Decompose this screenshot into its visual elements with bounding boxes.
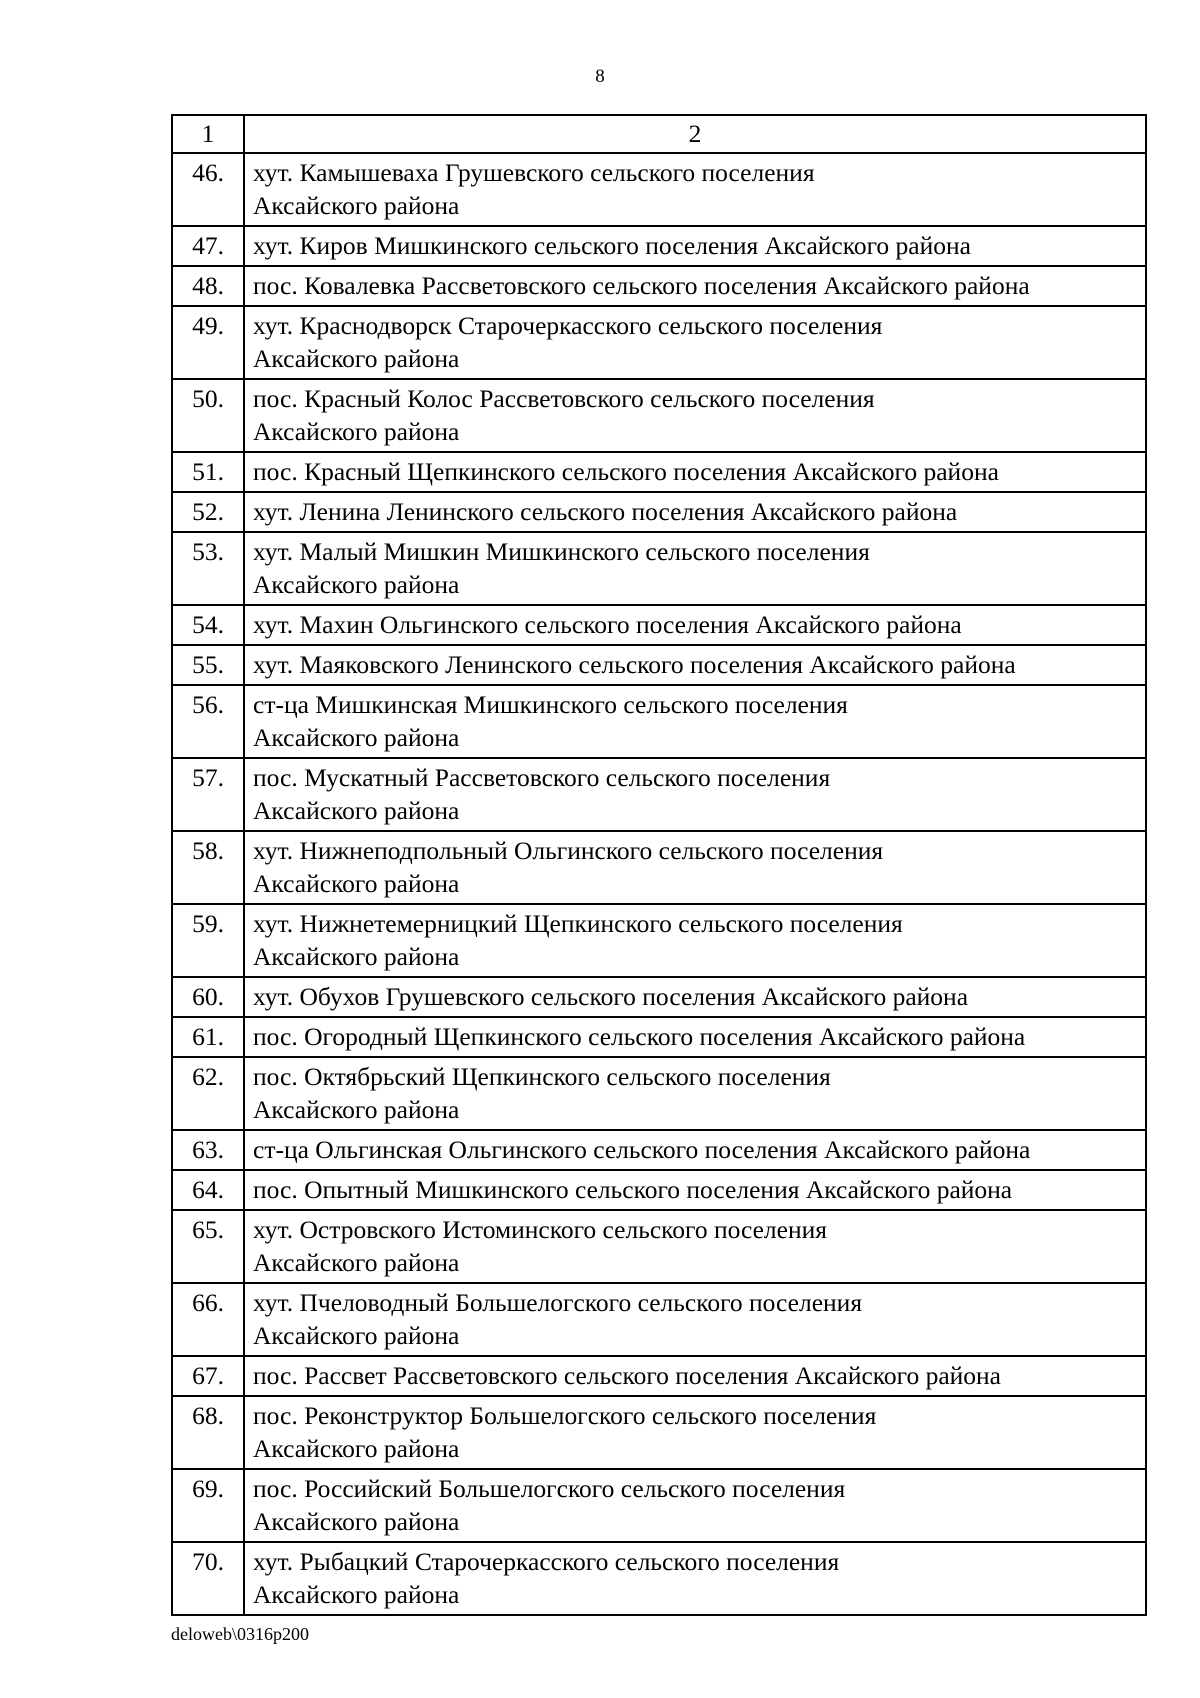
table-row (172, 831, 1146, 904)
settlement-name: пос. Ковалевка Рассветовского сельского поселения Аксайского района (244, 266, 1146, 306)
settlement-name: хут. Нижнеподпольный Ольгинского сельского поселения Аксайского района (244, 831, 1146, 904)
table-row (172, 1283, 1146, 1356)
settlement-name: хут. Киров Мишкинского сельского поселения Аксайского района (244, 226, 1146, 266)
column-header-number: 1 (172, 115, 244, 153)
table-row (172, 1057, 1146, 1130)
settlement-name: хут. Махин Ольгинского сельского поселения Аксайского района (244, 605, 1146, 645)
row-number: 65. (172, 1210, 244, 1283)
table-row (172, 492, 1146, 532)
settlement-name: пос. Красный Колос Рассветовского сельского поселения Аксайского района (244, 379, 1146, 452)
row-number: 50. (172, 379, 244, 452)
settlement-name: хут. Камышеваха Грушевского сельского поселения Аксайского района (244, 153, 1146, 226)
table-row (172, 532, 1146, 605)
row-number: 60. (172, 977, 244, 1017)
table-row (172, 904, 1146, 977)
row-number: 51. (172, 452, 244, 492)
settlement-name: пос. Октябрьский Щепкинского сельского поселения Аксайского района (244, 1057, 1146, 1130)
row-number: 57. (172, 758, 244, 831)
settlement-name: пос. Опытный Мишкинского сельского поселения Аксайского района (244, 1170, 1146, 1210)
table-body (172, 115, 1146, 1615)
row-number: 63. (172, 1130, 244, 1170)
row-number: 55. (172, 645, 244, 685)
settlement-name: пос. Мускатный Рассветовского сельского поселения Аксайского района (244, 758, 1146, 831)
settlement-name: хут. Пчеловодный Большелогского сельского поселения Аксайского района (244, 1283, 1146, 1356)
table-row (172, 645, 1146, 685)
settlements-table (171, 114, 1147, 1616)
table-row (172, 758, 1146, 831)
table-row (172, 153, 1146, 226)
table-row (172, 1356, 1146, 1396)
settlement-name: ст-ца Ольгинская Ольгинского сельского поселения Аксайского района (244, 1130, 1146, 1170)
settlement-name: хут. Малый Мишкин Мишкинского сельского поселения Аксайского района (244, 532, 1146, 605)
settlement-name: хут. Островского Истоминского сельского поселения Аксайского района (244, 1210, 1146, 1283)
row-number: 49. (172, 306, 244, 379)
settlement-name: хут. Маяковского Ленинского сельского поселения Аксайского района (244, 645, 1146, 685)
row-number: 46. (172, 153, 244, 226)
row-number: 52. (172, 492, 244, 532)
row-number: 62. (172, 1057, 244, 1130)
row-number: 47. (172, 226, 244, 266)
settlement-name: пос. Рассвет Рассветовского сельского поселения Аксайского района (244, 1356, 1146, 1396)
settlement-name: пос. Красный Щепкинского сельского поселения Аксайского района (244, 452, 1146, 492)
row-number: 67. (172, 1356, 244, 1396)
settlement-name: пос. Российский Большелогского сельского поселения Аксайского района (244, 1469, 1146, 1542)
table-row (172, 379, 1146, 452)
row-number: 53. (172, 532, 244, 605)
table-row (172, 226, 1146, 266)
row-number: 64. (172, 1170, 244, 1210)
table-row (172, 1469, 1146, 1542)
settlement-name: хут. Обухов Грушевского сельского поселения Аксайского района (244, 977, 1146, 1017)
row-number: 70. (172, 1542, 244, 1615)
table-row (172, 1210, 1146, 1283)
settlement-name: хут. Краснодворск Старочеркасского сельского поселения Аксайского района (244, 306, 1146, 379)
table-row (172, 1017, 1146, 1057)
row-number: 56. (172, 685, 244, 758)
table-header-row (172, 115, 1146, 153)
row-number: 68. (172, 1396, 244, 1469)
table-row (172, 1396, 1146, 1469)
row-number: 61. (172, 1017, 244, 1057)
table-row (172, 266, 1146, 306)
row-number: 66. (172, 1283, 244, 1356)
row-number: 54. (172, 605, 244, 645)
settlement-name: хут. Нижнетемерницкий Щепкинского сельского поселения Аксайского района (244, 904, 1146, 977)
settlement-name: пос. Огородный Щепкинского сельского поселения Аксайского района (244, 1017, 1146, 1057)
settlement-name: хут. Ленина Ленинского сельского поселения Аксайского района (244, 492, 1146, 532)
table-row (172, 605, 1146, 645)
settlement-name: пос. Реконструктор Большелогского сельского поселения Аксайского района (244, 1396, 1146, 1469)
table-row (172, 685, 1146, 758)
table-row (172, 306, 1146, 379)
row-number: 48. (172, 266, 244, 306)
column-header-name: 2 (244, 115, 1146, 153)
page-number: 8 (595, 66, 605, 87)
settlement-name: хут. Рыбацкий Старочеркасского сельского поселения Аксайского района (244, 1542, 1146, 1615)
table-row (172, 1170, 1146, 1210)
row-number: 58. (172, 831, 244, 904)
table-row (172, 1542, 1146, 1615)
table-row (172, 452, 1146, 492)
table-row (172, 977, 1146, 1017)
table-row (172, 1130, 1146, 1170)
document-footer-code: deloweb\0316p200 (171, 1624, 309, 1644)
row-number: 59. (172, 904, 244, 977)
settlement-name: ст-ца Мишкинская Мишкинского сельского поселения Аксайского района (244, 685, 1146, 758)
row-number: 69. (172, 1469, 244, 1542)
